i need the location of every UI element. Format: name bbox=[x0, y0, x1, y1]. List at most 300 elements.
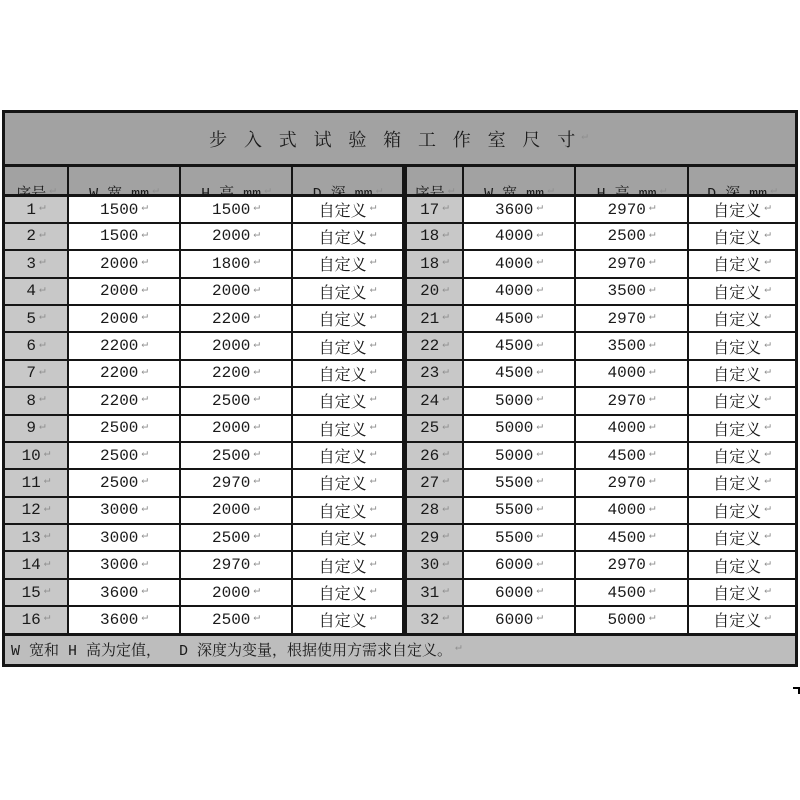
return-mark-icon: ↵ bbox=[253, 502, 261, 515]
height-value-cell bbox=[179, 468, 291, 495]
height-value-cell bbox=[574, 550, 687, 577]
return-mark-icon: ↵ bbox=[536, 502, 544, 515]
return-mark-icon: ↵ bbox=[369, 283, 377, 296]
row-number-cell bbox=[5, 496, 67, 523]
cell-value: 自定义 bbox=[318, 339, 367, 358]
return-mark-icon: ↵ bbox=[253, 311, 261, 324]
return-mark-icon: ↵ bbox=[442, 338, 449, 351]
width-value-cell bbox=[462, 523, 574, 550]
return-mark-icon: ↵ bbox=[648, 283, 656, 296]
width-value-cell bbox=[67, 578, 179, 605]
cell-value: 14 bbox=[21, 556, 41, 575]
cell-value: 20 bbox=[420, 282, 440, 301]
return-mark-icon: ↵ bbox=[536, 228, 544, 241]
width-value-cell bbox=[462, 468, 574, 495]
return-mark-icon: ↵ bbox=[141, 420, 149, 433]
cell-value: 1800 bbox=[211, 254, 251, 273]
height-value-cell bbox=[179, 249, 291, 276]
row-number-cell bbox=[5, 550, 67, 577]
return-mark-icon: ↵ bbox=[648, 365, 656, 378]
cell-value: 自定义 bbox=[713, 394, 762, 413]
return-mark-icon: ↵ bbox=[659, 184, 667, 197]
cell-value: 2500 bbox=[211, 528, 251, 547]
return-mark-icon: ↵ bbox=[648, 448, 656, 461]
return-mark-icon: ↵ bbox=[49, 184, 56, 197]
height-value-cell bbox=[574, 304, 687, 331]
cell-value: 2500 bbox=[211, 446, 251, 465]
row-number-cell bbox=[402, 386, 462, 413]
cell-value: 3500 bbox=[607, 337, 646, 356]
return-mark-icon: ↵ bbox=[141, 475, 149, 488]
return-mark-icon: ↵ bbox=[455, 642, 462, 655]
return-mark-icon: ↵ bbox=[253, 612, 261, 625]
return-mark-icon: ↵ bbox=[43, 502, 51, 515]
return-mark-icon: ↵ bbox=[442, 557, 449, 570]
row-number-cell bbox=[5, 468, 67, 495]
return-mark-icon: ↵ bbox=[536, 530, 544, 543]
depth-value-cell bbox=[291, 331, 402, 358]
return-mark-icon: ↵ bbox=[764, 256, 771, 269]
return-mark-icon: ↵ bbox=[536, 448, 544, 461]
height-value-cell bbox=[574, 277, 687, 304]
table-title bbox=[5, 113, 795, 167]
width-value-cell bbox=[67, 496, 179, 523]
return-mark-icon: ↵ bbox=[253, 283, 261, 296]
return-mark-icon: ↵ bbox=[648, 502, 656, 515]
depth-value-cell bbox=[291, 359, 402, 386]
cell-value: 2970 bbox=[607, 200, 646, 219]
row-number-cell bbox=[5, 386, 67, 413]
cell-value: 9 bbox=[26, 419, 36, 438]
depth-value-cell bbox=[687, 386, 795, 413]
width-value-cell bbox=[462, 359, 574, 386]
depth-value-cell bbox=[291, 277, 402, 304]
cell-value: 5000 bbox=[607, 610, 646, 629]
return-mark-icon: ↵ bbox=[141, 557, 149, 570]
cell-value: 6000 bbox=[494, 610, 534, 629]
width-value-cell bbox=[462, 277, 574, 304]
cell-value: 6000 bbox=[494, 556, 534, 575]
depth-value-cell bbox=[687, 496, 795, 523]
cell-value: 22 bbox=[420, 337, 440, 356]
return-mark-icon: ↵ bbox=[152, 184, 159, 197]
cell-value: 18 bbox=[420, 254, 440, 273]
cell-value: 15 bbox=[21, 583, 41, 602]
cell-value: 16 bbox=[21, 610, 41, 629]
cell-value: 自定义 bbox=[318, 586, 367, 605]
cell-value: 自定义 bbox=[318, 257, 367, 276]
return-mark-icon: ↵ bbox=[369, 557, 377, 570]
return-mark-icon: ↵ bbox=[648, 228, 656, 241]
cell-value: 3600 bbox=[494, 200, 534, 219]
return-mark-icon: ↵ bbox=[253, 228, 261, 241]
cell-value: 4000 bbox=[494, 254, 534, 273]
depth-value-cell bbox=[687, 441, 795, 468]
cell-value: 自定义 bbox=[713, 613, 762, 632]
cell-value: 2 bbox=[26, 227, 36, 246]
height-value-cell bbox=[574, 441, 687, 468]
cell-value: 4000 bbox=[494, 282, 534, 301]
return-mark-icon: ↵ bbox=[764, 393, 771, 406]
return-mark-icon: ↵ bbox=[770, 184, 777, 197]
cell-value: 2000 bbox=[211, 501, 251, 520]
cell-value: 10 bbox=[21, 446, 41, 465]
cell-value: 2970 bbox=[607, 309, 646, 328]
return-mark-icon: ↵ bbox=[648, 202, 656, 215]
height-value-cell bbox=[574, 194, 687, 221]
cell-value: 自定义 bbox=[318, 394, 367, 413]
cell-value: 26 bbox=[420, 446, 440, 465]
row-number-cell bbox=[5, 414, 67, 441]
cell-value: 自定义 bbox=[318, 476, 367, 495]
cell-value: 4500 bbox=[607, 583, 646, 602]
return-mark-icon: ↵ bbox=[536, 365, 544, 378]
cell-value: 2200 bbox=[99, 391, 139, 410]
cell-value: 自定义 bbox=[318, 558, 367, 577]
cell-value: 5500 bbox=[494, 473, 534, 492]
return-mark-icon: ↵ bbox=[253, 530, 261, 543]
depth-value-cell bbox=[687, 605, 795, 632]
return-mark-icon: ↵ bbox=[764, 475, 771, 488]
cell-value: 5500 bbox=[494, 501, 534, 520]
return-mark-icon: ↵ bbox=[253, 475, 261, 488]
width-value-cell bbox=[67, 304, 179, 331]
row-number-cell bbox=[5, 578, 67, 605]
height-value-cell bbox=[179, 277, 291, 304]
return-mark-icon: ↵ bbox=[43, 530, 51, 543]
height-value-cell bbox=[574, 386, 687, 413]
cell-value: 2200 bbox=[211, 364, 251, 383]
cell-value: 3 bbox=[26, 254, 36, 273]
depth-value-cell bbox=[687, 359, 795, 386]
return-mark-icon: ↵ bbox=[764, 338, 771, 351]
cell-value: 2000 bbox=[211, 337, 251, 356]
cell-value: 自定义 bbox=[318, 613, 367, 632]
depth-value-cell bbox=[291, 194, 402, 221]
return-mark-icon: ↵ bbox=[764, 557, 771, 570]
return-mark-icon: ↵ bbox=[369, 393, 377, 406]
cell-value: 2000 bbox=[211, 282, 251, 301]
cell-value: 2000 bbox=[211, 419, 251, 438]
row-number-cell bbox=[402, 523, 462, 550]
return-mark-icon: ↵ bbox=[442, 530, 449, 543]
height-value-cell bbox=[574, 249, 687, 276]
cell-value: 自定义 bbox=[713, 312, 762, 331]
cell-value: 2970 bbox=[607, 473, 646, 492]
return-mark-icon: ↵ bbox=[43, 475, 51, 488]
depth-value-cell bbox=[687, 277, 795, 304]
cell-value: 自定义 bbox=[713, 229, 762, 248]
width-value-cell bbox=[67, 468, 179, 495]
width-value-cell bbox=[67, 277, 179, 304]
row-number-cell bbox=[402, 249, 462, 276]
width-value-cell bbox=[462, 605, 574, 632]
height-value-cell bbox=[179, 194, 291, 221]
return-mark-icon: ↵ bbox=[536, 311, 544, 324]
depth-value-cell bbox=[687, 550, 795, 577]
return-mark-icon: ↵ bbox=[369, 612, 377, 625]
row-number-cell bbox=[402, 304, 462, 331]
cell-value: 12 bbox=[21, 501, 41, 520]
cell-value: 27 bbox=[420, 473, 440, 492]
return-mark-icon: ↵ bbox=[648, 420, 656, 433]
height-value-cell bbox=[179, 304, 291, 331]
cell-value: 2500 bbox=[99, 419, 139, 438]
cell-value: 自定义 bbox=[713, 257, 762, 276]
row-number-cell bbox=[5, 194, 67, 221]
cell-value: 4000 bbox=[607, 364, 646, 383]
cell-value: 2500 bbox=[607, 227, 646, 246]
return-mark-icon: ↵ bbox=[43, 585, 51, 598]
width-value-cell bbox=[67, 194, 179, 221]
return-mark-icon: ↵ bbox=[253, 585, 261, 598]
cell-value: 1500 bbox=[99, 227, 139, 246]
depth-value-cell bbox=[291, 605, 402, 632]
return-mark-icon: ↵ bbox=[764, 365, 771, 378]
row-number-cell bbox=[402, 331, 462, 358]
depth-value-cell bbox=[291, 222, 402, 249]
return-mark-icon: ↵ bbox=[43, 448, 51, 461]
depth-value-cell bbox=[687, 249, 795, 276]
width-value-cell bbox=[67, 441, 179, 468]
return-mark-icon: ↵ bbox=[38, 365, 46, 378]
return-mark-icon: ↵ bbox=[369, 530, 377, 543]
depth-value-cell bbox=[291, 304, 402, 331]
return-mark-icon: ↵ bbox=[536, 475, 544, 488]
return-mark-icon: ↵ bbox=[369, 311, 377, 324]
return-mark-icon: ↵ bbox=[442, 365, 449, 378]
return-mark-icon: ↵ bbox=[442, 502, 449, 515]
width-value-cell bbox=[462, 386, 574, 413]
cell-value: 自定义 bbox=[713, 284, 762, 303]
cell-value: 2500 bbox=[211, 391, 251, 410]
height-value-cell bbox=[179, 331, 291, 358]
return-mark-icon: ↵ bbox=[442, 256, 449, 269]
height-value-cell bbox=[574, 578, 687, 605]
cell-value: 自定义 bbox=[713, 558, 762, 577]
return-mark-icon: ↵ bbox=[141, 502, 149, 515]
return-mark-icon: ↵ bbox=[547, 184, 554, 197]
height-value-cell bbox=[574, 359, 687, 386]
return-mark-icon: ↵ bbox=[536, 283, 544, 296]
row-number-cell bbox=[5, 441, 67, 468]
return-mark-icon: ↵ bbox=[141, 530, 149, 543]
cell-value: 4000 bbox=[607, 419, 646, 438]
row-number-cell bbox=[402, 605, 462, 632]
cell-value: 4500 bbox=[607, 528, 646, 547]
row-number-cell bbox=[402, 496, 462, 523]
return-mark-icon: ↵ bbox=[764, 530, 771, 543]
height-value-cell bbox=[574, 468, 687, 495]
depth-value-cell bbox=[291, 523, 402, 550]
cell-value: 2000 bbox=[211, 583, 251, 602]
row-number-cell bbox=[5, 222, 67, 249]
return-mark-icon: ↵ bbox=[369, 502, 377, 515]
row-number-cell bbox=[402, 359, 462, 386]
width-value-cell bbox=[67, 414, 179, 441]
cell-value: 21 bbox=[420, 309, 440, 328]
depth-value-cell bbox=[291, 550, 402, 577]
width-value-cell bbox=[462, 194, 574, 221]
cell-value: 自定义 bbox=[318, 531, 367, 550]
cell-value: 2500 bbox=[99, 446, 139, 465]
cell-value: 自定义 bbox=[713, 421, 762, 440]
cell-value: 2500 bbox=[99, 473, 139, 492]
width-value-cell bbox=[462, 496, 574, 523]
row-number-cell bbox=[5, 331, 67, 358]
table-footnote bbox=[5, 633, 795, 664]
row-number-cell bbox=[402, 222, 462, 249]
return-mark-icon: ↵ bbox=[536, 612, 544, 625]
cell-value: 18 bbox=[420, 227, 440, 246]
return-mark-icon: ↵ bbox=[442, 202, 449, 215]
row-number-cell bbox=[5, 605, 67, 632]
return-mark-icon: ↵ bbox=[253, 420, 261, 433]
return-mark-icon: ↵ bbox=[648, 338, 656, 351]
cell-value: 1 bbox=[26, 200, 36, 219]
return-mark-icon: ↵ bbox=[442, 393, 449, 406]
depth-value-cell bbox=[291, 578, 402, 605]
cell-value: 自定义 bbox=[713, 366, 762, 385]
return-mark-icon: ↵ bbox=[253, 393, 261, 406]
row-number-cell bbox=[5, 304, 67, 331]
return-mark-icon: ↵ bbox=[648, 612, 656, 625]
width-value-cell bbox=[462, 249, 574, 276]
depth-value-cell bbox=[291, 249, 402, 276]
height-value-cell bbox=[179, 359, 291, 386]
return-mark-icon: ↵ bbox=[141, 585, 149, 598]
width-value-cell bbox=[462, 222, 574, 249]
cell-value: 2970 bbox=[607, 254, 646, 273]
cell-value: 2000 bbox=[99, 254, 139, 273]
height-value-cell bbox=[179, 496, 291, 523]
cell-value: 5000 bbox=[494, 391, 534, 410]
cell-value: 5 bbox=[26, 309, 36, 328]
cell-value: 2200 bbox=[211, 309, 251, 328]
width-value-cell bbox=[67, 331, 179, 358]
return-mark-icon: ↵ bbox=[141, 393, 149, 406]
depth-value-cell bbox=[291, 496, 402, 523]
width-value-cell bbox=[67, 550, 179, 577]
row-number-cell bbox=[5, 523, 67, 550]
table-grid bbox=[5, 167, 795, 633]
height-value-cell bbox=[179, 605, 291, 632]
height-value-cell bbox=[179, 386, 291, 413]
cell-value: 29 bbox=[420, 528, 440, 547]
width-value-cell bbox=[67, 359, 179, 386]
return-mark-icon: ↵ bbox=[536, 338, 544, 351]
depth-value-cell bbox=[291, 386, 402, 413]
cell-value: 23 bbox=[420, 364, 440, 383]
return-mark-icon: ↵ bbox=[141, 256, 149, 269]
return-mark-icon: ↵ bbox=[141, 338, 149, 351]
cell-value: 2000 bbox=[99, 282, 139, 301]
cell-value: 3600 bbox=[99, 583, 139, 602]
cell-value: 自定义 bbox=[318, 312, 367, 331]
cell-value: 自定义 bbox=[318, 503, 367, 522]
cell-value: 2000 bbox=[211, 227, 251, 246]
row-number-cell bbox=[5, 249, 67, 276]
cell-value: 4000 bbox=[607, 501, 646, 520]
cell-value: 2970 bbox=[607, 556, 646, 575]
return-mark-icon: ↵ bbox=[536, 557, 544, 570]
cell-value: 30 bbox=[420, 556, 440, 575]
depth-value-cell bbox=[687, 194, 795, 221]
return-mark-icon: ↵ bbox=[764, 502, 771, 515]
cell-value: 自定义 bbox=[713, 339, 762, 358]
return-mark-icon: ↵ bbox=[764, 228, 771, 241]
height-value-cell bbox=[179, 523, 291, 550]
return-mark-icon: ↵ bbox=[253, 448, 261, 461]
depth-value-cell bbox=[687, 414, 795, 441]
cell-value: 3600 bbox=[99, 610, 139, 629]
cell-value: 2970 bbox=[211, 473, 251, 492]
cell-value: 2200 bbox=[99, 364, 139, 383]
depth-value-cell bbox=[687, 578, 795, 605]
width-value-cell bbox=[67, 386, 179, 413]
return-mark-icon: ↵ bbox=[764, 420, 771, 433]
cell-value: 自定义 bbox=[318, 449, 367, 468]
return-mark-icon: ↵ bbox=[264, 184, 271, 197]
return-mark-icon: ↵ bbox=[442, 475, 449, 488]
cell-value: 4500 bbox=[494, 337, 534, 356]
return-mark-icon: ↵ bbox=[375, 184, 383, 197]
return-mark-icon: ↵ bbox=[253, 338, 261, 351]
cell-value: 4500 bbox=[494, 364, 534, 383]
height-value-cell bbox=[574, 496, 687, 523]
row-number-cell bbox=[402, 550, 462, 577]
cell-value: 25 bbox=[420, 419, 440, 438]
cell-value: 3500 bbox=[607, 282, 646, 301]
return-mark-icon: ↵ bbox=[141, 311, 149, 324]
table-title-text: 步 入 式 试 验 箱 工 作 室 尺 寸 bbox=[209, 131, 579, 152]
return-mark-icon: ↵ bbox=[442, 311, 449, 324]
return-mark-icon: ↵ bbox=[141, 448, 149, 461]
cell-value: 3000 bbox=[99, 556, 139, 575]
return-mark-icon: ↵ bbox=[764, 283, 771, 296]
return-mark-icon: ↵ bbox=[369, 585, 377, 598]
cell-value: 5000 bbox=[494, 419, 534, 438]
return-mark-icon: ↵ bbox=[764, 585, 771, 598]
return-mark-icon: ↵ bbox=[648, 311, 656, 324]
return-mark-icon: ↵ bbox=[38, 256, 46, 269]
return-mark-icon: ↵ bbox=[38, 202, 46, 215]
width-value-cell bbox=[462, 550, 574, 577]
width-value-cell bbox=[462, 578, 574, 605]
cell-value: 32 bbox=[420, 610, 440, 629]
return-mark-icon: ↵ bbox=[141, 365, 149, 378]
height-value-cell bbox=[574, 523, 687, 550]
return-mark-icon: ↵ bbox=[648, 393, 656, 406]
return-mark-icon: ↵ bbox=[369, 338, 377, 351]
cell-value: 2500 bbox=[211, 610, 251, 629]
width-value-cell bbox=[67, 249, 179, 276]
return-mark-icon: ↵ bbox=[38, 420, 46, 433]
cell-value: 自定义 bbox=[713, 449, 762, 468]
cell-value: 3000 bbox=[99, 501, 139, 520]
width-value-cell bbox=[67, 222, 179, 249]
return-mark-icon: ↵ bbox=[764, 311, 771, 324]
cell-value: 24 bbox=[420, 391, 440, 410]
row-number-cell bbox=[402, 414, 462, 441]
return-mark-icon: ↵ bbox=[141, 612, 149, 625]
cell-value: 1500 bbox=[211, 200, 251, 219]
return-mark-icon: ↵ bbox=[369, 365, 377, 378]
dimension-table bbox=[2, 110, 798, 667]
return-mark-icon: ↵ bbox=[38, 393, 46, 406]
return-mark-icon: ↵ bbox=[141, 202, 149, 215]
return-mark-icon: ↵ bbox=[442, 612, 449, 625]
